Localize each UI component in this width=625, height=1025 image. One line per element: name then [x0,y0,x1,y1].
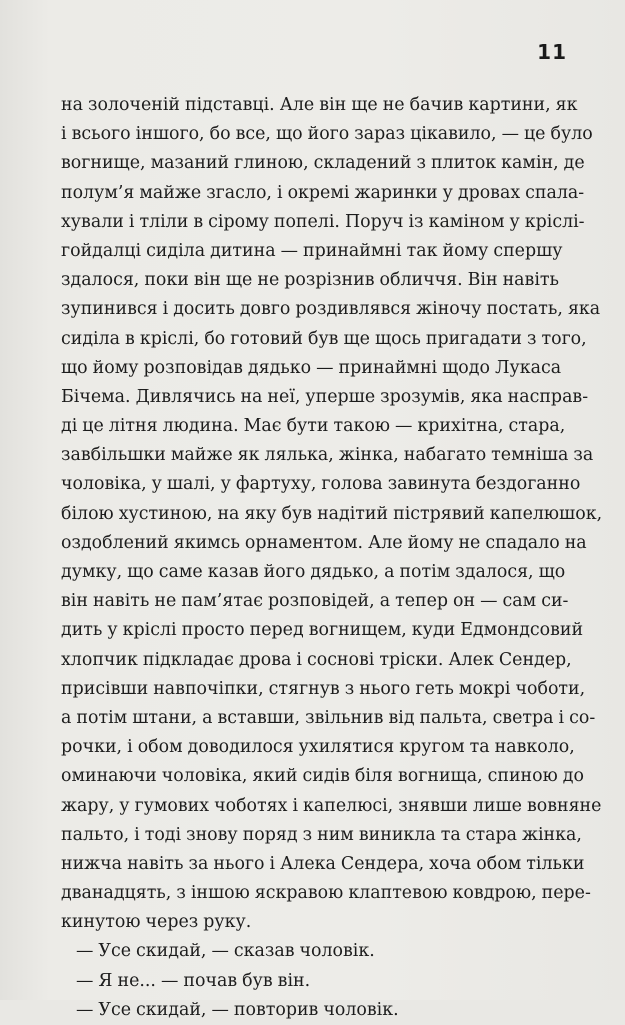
text-line: білою хустиною, на яку був надітий пістрявий капелюшок, [61,503,603,524]
text-line: Бічема. Дивлячись на неї, уперше зрозумів, яка насправ- [61,386,589,407]
page-number: 11 [537,40,567,64]
text-line: полум’я майже згасло, і окремі жаринки у дровах спала- [61,182,585,203]
text-line: зупинився і досить довго роздивлявся жіночу постать, яка [61,299,601,320]
dialogue-line: — Я не... — почав був він. [76,970,311,991]
text-line: і всього іншого, бо все, що його зараз цікавило, — це було [61,124,593,145]
text-line: хували і тліли в сірому попелі. Поруч із каміном у кріслі- [61,211,585,232]
text-line: нижча навіть за нього і Алека Сендера, хоча обом тільки [61,853,585,874]
text-line: оминаючи чоловіка, який сидів біля вогнища, спиною до [61,766,584,787]
text-line: присівши навпочіпки, стягнув з нього геть мокрі чоботи, [61,678,586,699]
text-line: гойдалці сиділа дитина — принаймні так йому спершу [61,240,563,261]
text-line: чоловіка, у шалі, у фартуху, голова завинута бездоганно [61,474,581,495]
text-line: кинутою через руку. [61,912,252,933]
text-line: рочки, і обом доводилося ухилятися кругом та навколо, [61,737,575,758]
text-line: завбільшки майже як лялька, жінка, набагато темніша за [61,445,594,466]
text-line: жару, у гумових чоботях і капелюсі, знявши лише вовняне [61,795,602,816]
text-line: вогнище, мазаний глиною, складений з плиток камін, де [61,153,585,174]
main-text [61,91,603,1025]
text-line: дванадцять, з іншою яскравою клаптевою ковдрою, пере- [61,883,591,904]
text-line: на золоченій підставці. Але він ще не бачив картини, як [61,95,578,115]
text-line: а потім штани, а вставши, звільнив від пальта, светра і со- [61,707,596,728]
text-line: він навіть не пам’ятає розповідей, а тепер он — сам си- [61,591,569,612]
dialogue-line: — Усе скидай, — повторив чоловік. [76,999,399,1020]
text-line: здалося, поки він ще не розрізнив обличчя. Він навіть [61,270,559,291]
text-line: оздоблений якимсь орнаментом. Але йому не спадало на [61,532,587,553]
text-line: сиділа в кріслі, бо готовий був ще щось пригадати з того, [61,328,587,349]
text-line: пальто, і тоді знову поряд з ним виникла та стара жінка, [61,824,582,845]
text-line: що йому розповідав дядько — принаймні щодо Лукаса [61,357,562,378]
text-line: думку, що саме казав його дядько, а потім здалося, що [61,562,566,582]
text-line: ді це літня людина. Має бути такою — крихітна, стара, [61,416,566,437]
text-line: хлопчик підкладає дрова і соснові тріски. Алек Сендер, [61,649,572,670]
dialogue-line: — Усе скидай, — сказав чоловік. [76,941,375,962]
text-line: дить у кріслі просто перед вогнищем, куди Едмондсовий [61,620,584,641]
